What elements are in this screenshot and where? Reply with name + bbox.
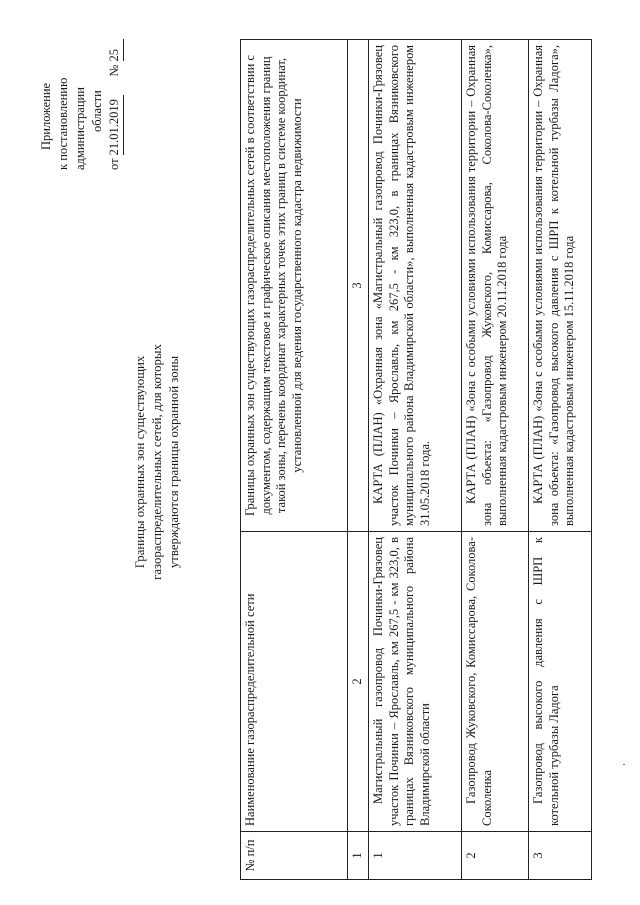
appendix-header	[38, 45, 124, 170]
appendix-decree-line: к постановлению администрации	[56, 77, 87, 170]
appendix-date-number-line	[106, 45, 124, 170]
appendix-title: Приложение	[39, 82, 53, 150]
row-number: 2	[462, 832, 529, 880]
column-header-name: Наименование газораспределительной сети	[241, 532, 348, 832]
column-index: 3	[348, 40, 369, 532]
boundaries-table	[240, 39, 592, 880]
boundary-document: КАРТА (ПЛАН) «Зона с особыми условиями использования территории – Охранная зона объекта: «Газопровод высокого давления с ШРП к котельной турбазы Ладога», выполненная кадастровым инженером 15.11.2018 года	[529, 40, 592, 532]
table-row	[369, 40, 462, 880]
row-number: 3	[529, 832, 592, 880]
document-heading: Границы охранных зон существующих газораспределительных сетей, для которых утверждаются границы охранной зоны	[133, 344, 181, 580]
table-header-row	[241, 40, 348, 880]
network-name: Газопровод Жуковского, Комиссарова, Соколова-Соколенка	[462, 532, 529, 832]
column-index: 1	[348, 832, 369, 880]
table-row	[529, 40, 592, 880]
number-prefix: №	[107, 64, 121, 77]
network-name: Газопровод высокого давления с ШРП к котельной турбазы Ладога	[529, 532, 592, 832]
network-name: Магистральный газопровод Починки-Грязовец участок Починки – Ярославль, км 267,5 - км 323,0, в границах Вязниковского муниципального района Владимирской области	[369, 532, 462, 832]
appendix-region: области	[90, 90, 104, 132]
column-header-boundaries: Границы охранных зон существующих газораспределительных сетей в соответствии с документом, содержащим текстовое и графическое описания местоположения границ такой зоны, перечень координат характерных точек этих границ в системе координат, установленной для ведения государственного кадастра недвижимости	[241, 40, 348, 532]
scan-speck	[623, 764, 625, 765]
row-number: 1	[369, 832, 462, 880]
column-header-number: № п/п	[241, 832, 348, 880]
date-prefix: от	[107, 158, 121, 170]
decree-number: 25	[106, 40, 124, 62]
boundary-document: КАРТА (ПЛАН) «Охранная зона «Магистральный газопровод Починки-Грязовец участок Починки – Ярославль, км 267,5 - км 323,0, в границах Вязниковского муниципального района Владимирской области», выполненная кадастровым инженером 31.05.2018 года.	[369, 40, 462, 532]
decree-date: 21.01.2019	[106, 95, 124, 155]
boundary-document: КАРТА (ПЛАН) «Зона с особыми условиями использования территории – Охранная зона объекта: «Газопровод Жуковского, Комиссарова, Соколова-Соколенка», выполненная кадастровым инженером 20.11.2018 года	[462, 40, 529, 532]
column-index-row	[348, 40, 369, 880]
table-row	[462, 40, 529, 880]
column-index: 2	[348, 532, 369, 832]
